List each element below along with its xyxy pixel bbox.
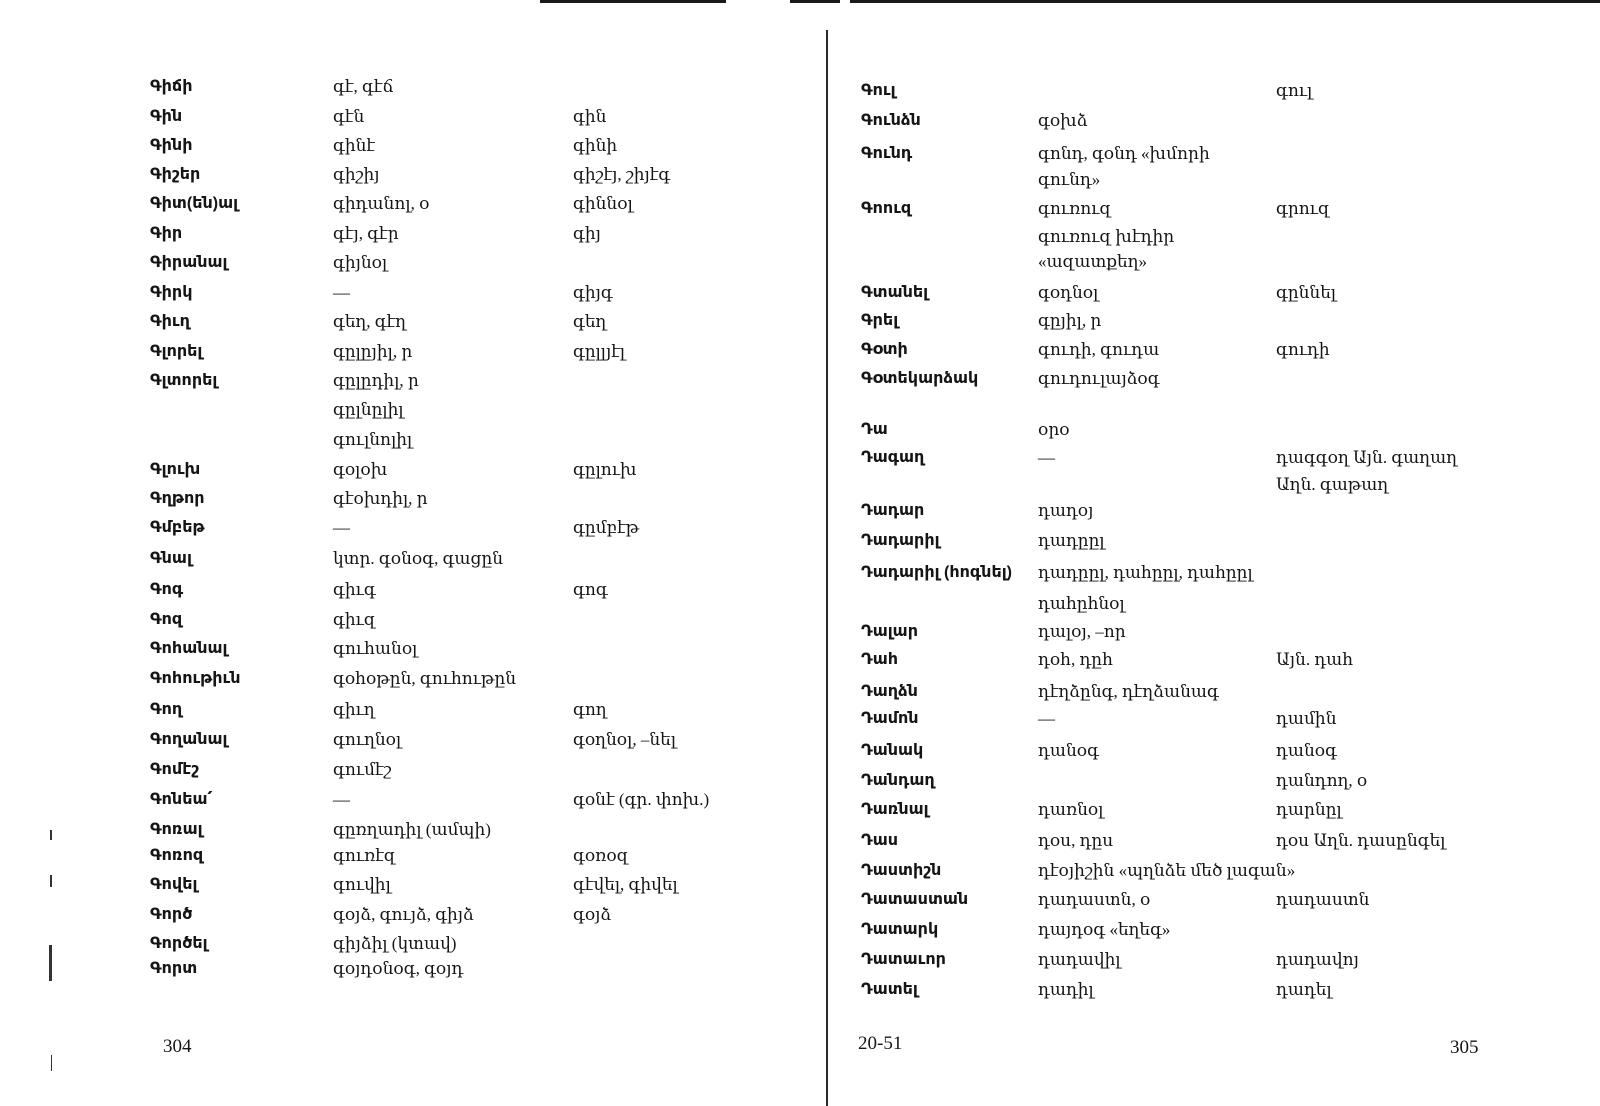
entry-row xyxy=(828,917,1600,943)
entry-dialect-form: գիշիյ xyxy=(333,165,380,184)
entry-dialect-form: դէօյիշին «պղնձե մեծ լագան» xyxy=(1038,861,1296,880)
entry-row xyxy=(828,947,1600,973)
entry-row xyxy=(0,162,826,188)
entry-dialect-form: գուռուզ խէդիր xyxy=(1038,227,1175,246)
entry-variant-form: գըլլյէլ xyxy=(573,342,626,361)
entry-headword: Դատաւոր xyxy=(861,951,946,968)
entry-row xyxy=(0,902,826,928)
entry-headword: Գօտեկարձակ xyxy=(861,370,979,387)
entry-row xyxy=(0,787,826,813)
entry-dialect-form: դադըըլ xyxy=(1038,531,1105,550)
entry-headword: Դա xyxy=(861,421,888,438)
entry-variant-form: գրուզ xyxy=(1276,199,1330,218)
entry-variant-form: գըլուխ xyxy=(573,460,637,479)
entry-dialect-form: դադըըլ, դահըըլ, դահըըլ xyxy=(1038,563,1253,582)
entry-headword: Գօտի xyxy=(861,341,908,358)
entry-row xyxy=(828,417,1600,443)
page-number: 304 xyxy=(163,1036,192,1057)
entry-dialect-form: գօխձ xyxy=(1038,111,1088,130)
entry-headword: Գոնեա՛ xyxy=(150,791,213,808)
entry-row xyxy=(0,843,826,869)
entry-row xyxy=(828,647,1600,673)
entry-variant-form: գեղ xyxy=(573,312,607,331)
entry-row xyxy=(0,757,826,783)
entry-row xyxy=(0,427,826,453)
entry-headword: Գիճի xyxy=(150,78,193,95)
entry-headword: Գործ xyxy=(150,906,193,923)
entry-variant-form: գոգ xyxy=(573,580,608,599)
entry-row xyxy=(828,738,1600,764)
entry-variant-form: գօյձ xyxy=(573,905,612,924)
entry-headword: Գոռոզ xyxy=(150,847,204,864)
entry-row xyxy=(0,397,826,423)
entry-dialect-form: գօյձ, գույձ, գիյձ xyxy=(333,905,474,924)
entry-dialect-form: գըռղադիլ (ամպի) xyxy=(333,820,491,839)
entry-headword: Դադարիլ xyxy=(861,532,940,549)
entry-headword: Գրել xyxy=(861,312,899,329)
entry-headword: Գմբեթ xyxy=(150,519,205,536)
entry-headword: Դադար xyxy=(861,502,925,519)
entry-dialect-form: գունդ» xyxy=(1038,170,1101,189)
entry-headword: Գունդ xyxy=(861,145,913,162)
entry-headword: Գինի xyxy=(150,137,193,154)
entry-row xyxy=(828,706,1600,732)
entry-variant-form: գին xyxy=(573,107,607,126)
entry-row xyxy=(0,666,826,692)
entry-dialect-form: գինէ xyxy=(333,136,376,155)
entry-variant-form: դանօգ xyxy=(1276,741,1337,760)
entry-headword: Գոուզ xyxy=(861,200,912,217)
entry-row xyxy=(828,78,1600,104)
entry-headword: Դագաղ xyxy=(861,449,925,466)
entry-dialect-form: գօյդօնօգ, գօյդ xyxy=(333,959,464,978)
entry-row xyxy=(0,697,826,723)
entry-headword: Գործել xyxy=(150,935,208,952)
entry-dialect-form: դայդօգ «եղեգ» xyxy=(1038,920,1171,939)
entry-headword: Դաս xyxy=(861,832,898,849)
entry-dialect-form: դէղձընգ, դէղձանագ xyxy=(1038,682,1219,701)
entry-variant-form: գուդի xyxy=(1276,340,1330,359)
entry-row xyxy=(828,472,1600,498)
entry-row xyxy=(828,828,1600,854)
entry-variant-form: գիննօլ xyxy=(573,194,633,213)
signature-mark: 20-51 xyxy=(858,1033,903,1054)
entry-headword: Դամոն xyxy=(861,710,919,727)
entry-headword: Գիր xyxy=(150,225,183,242)
entry-row xyxy=(0,250,826,276)
entry-dialect-form: գիյնօլ xyxy=(333,253,388,272)
entry-row xyxy=(0,931,826,957)
entry-headword: Դատաստան xyxy=(861,891,969,908)
entry-headword: Գլորել xyxy=(150,343,203,360)
entry-dialect-form: գոնդ, գօնդ «խմորի xyxy=(1038,144,1210,163)
entry-dialect-form: գօդնօլ xyxy=(1038,283,1099,302)
entry-variant-form: դադել xyxy=(1276,980,1332,999)
entry-row xyxy=(0,368,826,394)
entry-headword: Գորտ xyxy=(150,960,198,977)
entry-row xyxy=(0,309,826,335)
entry-row xyxy=(828,768,1600,794)
entry-dialect-form: գիւզ xyxy=(333,610,376,629)
entry-dialect-form: — xyxy=(1038,448,1055,467)
entry-dialect-form: գօլօխ xyxy=(333,460,388,479)
entry-headword: Գիրանալ xyxy=(150,254,228,271)
entry-headword: Գիւղ xyxy=(150,313,190,330)
entry-dialect-form: գուհանօլ xyxy=(333,639,418,658)
entry-variant-form: դագգօղ Այն. գաղաղ xyxy=(1276,448,1458,467)
entry-dialect-form: գիւղ xyxy=(333,700,375,719)
entry-dialect-form: գէօխդիլ, ր xyxy=(333,489,428,508)
entry-dialect-form: գուռէզ xyxy=(333,846,396,865)
entry-row xyxy=(828,498,1600,524)
entry-row xyxy=(828,679,1600,705)
entry-dialect-form: գուռուզ xyxy=(1038,199,1112,218)
entry-variant-form: գինի xyxy=(573,136,618,155)
entry-row xyxy=(828,591,1600,617)
entry-row xyxy=(0,515,826,541)
entry-headword: Դանդաղ xyxy=(861,772,935,789)
entry-variant-form: գըմբէթ xyxy=(573,518,640,537)
entry-dialect-form: գուդի, գուդա xyxy=(1038,340,1160,359)
entry-dialect-form: գուլնոլիլ xyxy=(333,430,413,449)
entry-headword: Դաղձն xyxy=(861,683,918,700)
entry-headword: Դալար xyxy=(861,623,918,640)
entry-row xyxy=(828,249,1600,275)
entry-row xyxy=(0,817,826,843)
entry-dialect-form: գուղնօլ xyxy=(333,730,402,749)
entry-headword: Դանակ xyxy=(861,742,924,759)
entry-dialect-form: գուդուլայձօգ xyxy=(1038,369,1160,388)
entry-headword: Դաստիշն xyxy=(861,862,942,879)
entry-headword: Դատարկ xyxy=(861,921,939,938)
entry-variant-form: գիշէյ, շիյէգ xyxy=(573,165,671,184)
entry-row xyxy=(0,636,826,662)
entry-row xyxy=(828,797,1600,823)
entry-dialect-form: գօհօթըն, գուհութըն xyxy=(333,669,517,688)
entry-variant-form: գօռօզ xyxy=(573,846,629,865)
entry-row xyxy=(828,528,1600,554)
entry-headword: Գուլ xyxy=(861,82,896,99)
entry-row xyxy=(0,457,826,483)
entry-variant-form: գօնէ (գր. փոխ.) xyxy=(573,790,710,809)
entry-headword: Գլտորել xyxy=(150,372,218,389)
entry-variant-form: գիյգ xyxy=(573,283,613,302)
entry-row xyxy=(828,619,1600,645)
entry-dialect-form: գումէշ xyxy=(333,760,392,779)
right-page xyxy=(828,0,1600,1106)
entry-dialect-form: դառնօլ xyxy=(1038,800,1104,819)
entry-headword: Գոհանալ xyxy=(150,640,228,657)
entry-dialect-form: գիդանոլ, օ xyxy=(333,194,430,213)
entry-row xyxy=(828,445,1600,471)
entry-headword: Գոհութիւն xyxy=(150,670,241,687)
entry-headword: Գովել xyxy=(150,876,198,893)
entry-variant-form: գիյ xyxy=(573,224,601,243)
entry-row xyxy=(0,486,826,512)
entry-headword: Գին xyxy=(150,108,183,125)
entry-variant-form: գէվել, գիվել xyxy=(573,875,678,894)
entry-row xyxy=(828,366,1600,392)
page-number: 305 xyxy=(1450,1037,1479,1058)
entry-row xyxy=(0,607,826,633)
entry-row xyxy=(0,74,826,100)
entry-headword: Գողանալ xyxy=(150,731,228,748)
entry-variant-form: դադաստն xyxy=(1276,890,1370,909)
entry-variant-form: գող xyxy=(573,700,607,719)
entry-headword: Գիշեր xyxy=(150,166,201,183)
entry-variant-form: դօս Աղն. դասընգել xyxy=(1276,831,1446,850)
entry-row xyxy=(0,191,826,217)
entry-dialect-form: դօհ, դըհ xyxy=(1038,650,1113,669)
entry-dialect-form: դահըհնօլ xyxy=(1038,594,1125,613)
entry-row xyxy=(0,104,826,130)
entry-row xyxy=(828,560,1600,586)
entry-row xyxy=(828,858,1600,884)
entry-dialect-form: գըյիլ, ր xyxy=(1038,311,1102,330)
entry-headword: Դառնալ xyxy=(861,801,929,818)
entry-dialect-form: — xyxy=(333,283,350,302)
entry-row xyxy=(828,308,1600,334)
entry-dialect-form: դօս, դըս xyxy=(1038,831,1114,850)
entry-headword: Դատել xyxy=(861,981,918,998)
entry-row xyxy=(0,221,826,247)
entry-dialect-form: դալօյ, –որ xyxy=(1038,622,1126,641)
entry-headword: Գոմէշ xyxy=(150,761,200,778)
entry-dialect-form: գեղ, գէղ xyxy=(333,312,407,331)
entry-dialect-form: գըլնըլիլ xyxy=(333,400,404,419)
entry-dialect-form: — xyxy=(1038,709,1055,728)
entry-row xyxy=(828,337,1600,363)
entry-row xyxy=(0,133,826,159)
entry-variant-form: դամին xyxy=(1276,709,1337,728)
entry-row xyxy=(828,141,1600,167)
entry-dialect-form: դադօյ xyxy=(1038,501,1094,520)
entry-row xyxy=(828,108,1600,134)
entry-row xyxy=(0,577,826,603)
entry-headword: Գոզ xyxy=(150,611,183,628)
entry-variant-form: դարնըլ xyxy=(1276,800,1342,819)
entry-headword: Գտանել xyxy=(861,284,929,301)
entry-variant-form: Այն. դահ xyxy=(1276,650,1354,669)
entry-headword: Գղթոր xyxy=(150,490,205,507)
entry-row xyxy=(0,956,826,982)
entry-dialect-form: գիւգ xyxy=(333,580,376,599)
entry-dialect-form: — xyxy=(333,518,350,537)
entry-row xyxy=(828,167,1600,193)
entry-row xyxy=(0,872,826,898)
entry-headword: Գող xyxy=(150,701,183,718)
entry-variant-form: դանդող, օ xyxy=(1276,771,1368,790)
entry-dialect-form: գէ, գէճ xyxy=(333,77,394,96)
entry-dialect-form: դանօգ xyxy=(1038,741,1099,760)
entry-dialect-form: դադիլ xyxy=(1038,980,1094,999)
entry-row xyxy=(828,887,1600,913)
entry-row xyxy=(0,339,826,365)
entry-headword: Գիտ(են)ալ xyxy=(150,195,239,212)
entry-headword: Դահ xyxy=(861,651,898,668)
entry-headword: Գնալ xyxy=(150,550,192,567)
entry-row xyxy=(0,727,826,753)
entry-headword: Դադարիլ (հոգնել) xyxy=(861,564,1012,581)
entry-row xyxy=(828,224,1600,250)
entry-dialect-form: կտր. գօնօգ, գացըն xyxy=(333,549,504,568)
entry-dialect-form: գիյձիլ (կտավ) xyxy=(333,934,457,953)
entry-headword: Գիրկ xyxy=(150,284,193,301)
entry-row xyxy=(828,196,1600,222)
entry-dialect-form: գէյ, գէր xyxy=(333,224,399,243)
entry-dialect-form: «ազատքեղ» xyxy=(1038,252,1148,271)
entry-variant-form: գըննել xyxy=(1276,283,1337,302)
entry-dialect-form: դադաստն, օ xyxy=(1038,890,1151,909)
entry-headword: Գոգ xyxy=(150,581,184,598)
entry-dialect-form: — xyxy=(333,790,350,809)
entry-dialect-form: գըլըդիլ, ր xyxy=(333,371,419,390)
entry-variant-form: գօղնօլ, –նել xyxy=(573,730,676,749)
entry-row xyxy=(0,280,826,306)
entry-variant-form: Աղն. գաթաղ xyxy=(1276,475,1389,494)
entry-dialect-form: գէն xyxy=(333,107,365,126)
entry-variant-form: գուլ xyxy=(1276,81,1313,100)
entry-dialect-form: գուվիլ xyxy=(333,875,391,894)
entry-row xyxy=(828,280,1600,306)
entry-headword: Գունձն xyxy=(861,112,921,129)
entry-headword: Գլուխ xyxy=(150,461,201,478)
entry-variant-form: դադավոյ xyxy=(1276,950,1359,969)
entry-dialect-form: դադավիլ xyxy=(1038,950,1121,969)
entry-headword: Գոռալ xyxy=(150,821,203,838)
entry-dialect-form: գըլըյիլ, ր xyxy=(333,342,413,361)
entry-row xyxy=(828,977,1600,1003)
entry-row xyxy=(0,546,826,572)
entry-dialect-form: օրօ xyxy=(1038,420,1070,439)
